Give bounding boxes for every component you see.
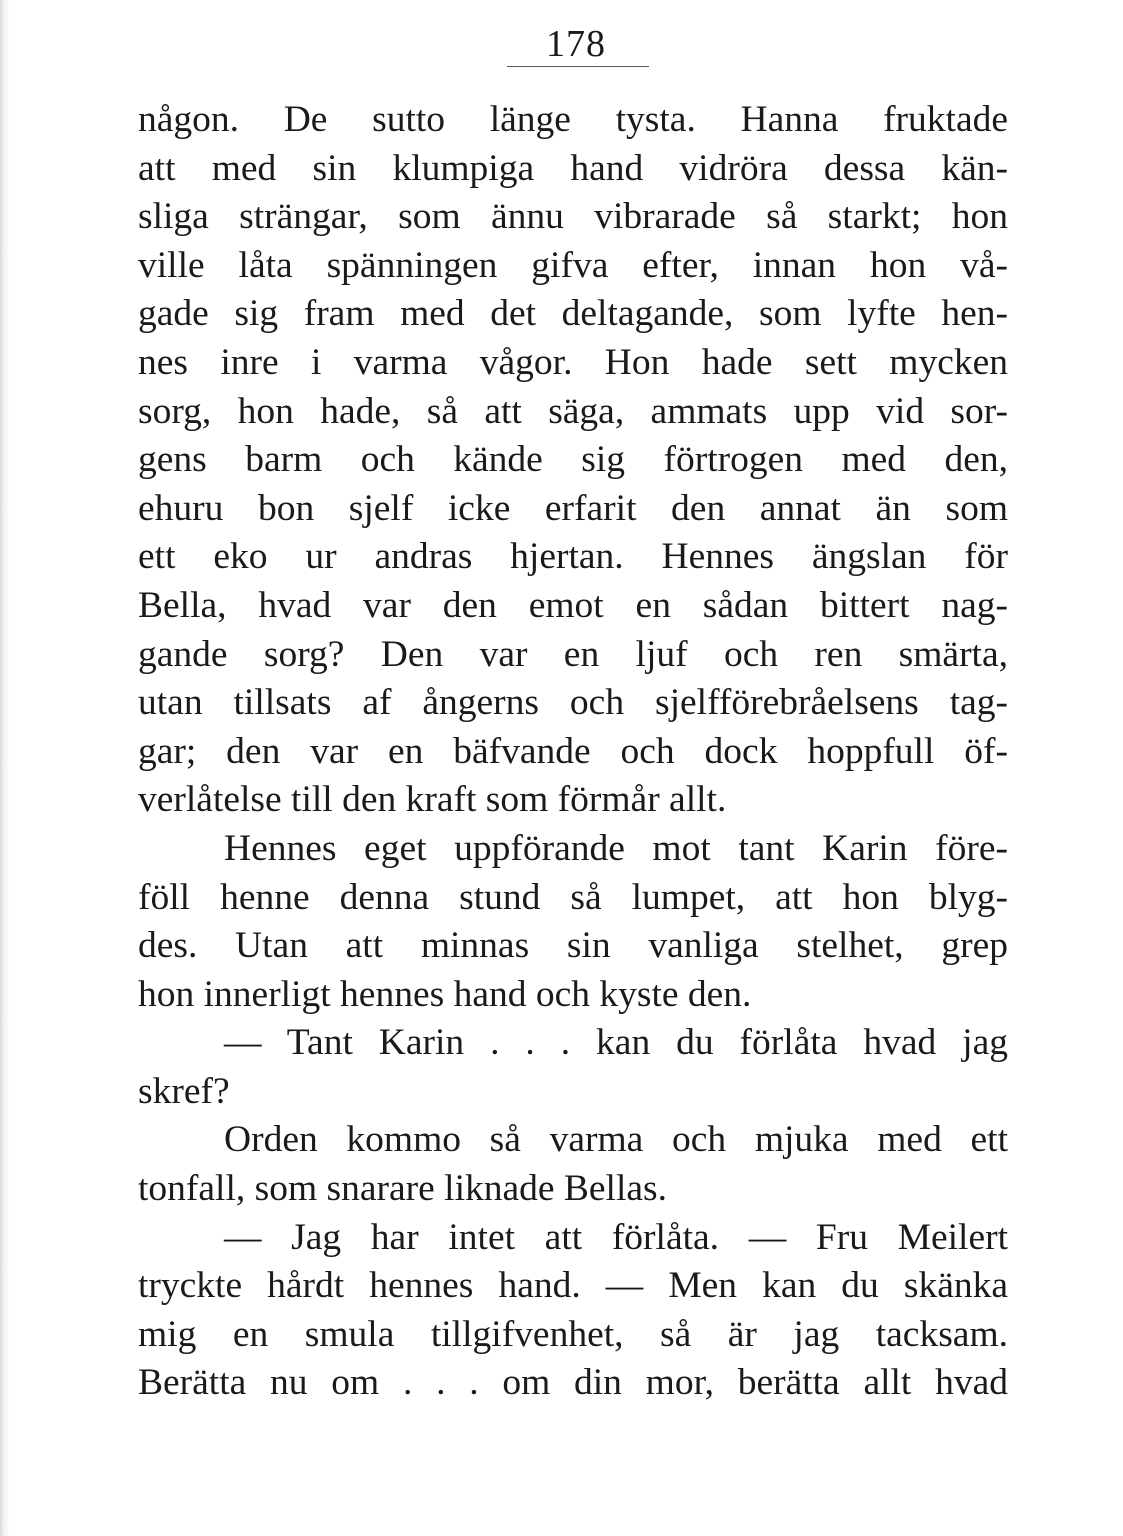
text-line: — Jag har intet att förlåta. — Fru Meilert [224, 1216, 1008, 1258]
header-rule [507, 66, 649, 67]
text-line: Berätta nu om . . . om din mor, berätta allt hvad [138, 1362, 1008, 1404]
text-line: ehuru bon sjelf icke erfarit den annat än som [138, 487, 1008, 529]
text-line: Orden kommo så varma och mjuka med ett [224, 1119, 1008, 1161]
text-line: tonfall, som snarare liknade Bellas. [138, 1168, 668, 1210]
text-line: skref? [138, 1070, 230, 1112]
text-line: — Tant Karin . . . kan du förlåta hvad jag [224, 1022, 1008, 1064]
text-line: verlåtelse till den kraft som förmår allt. [138, 779, 727, 821]
page-gutter-shadow [0, 0, 10, 1536]
text-line: sliga strängar, som ännu vibrarade så starkt; hon [138, 196, 1008, 238]
text-line: gar; den var en bäfvande och dock hoppfull öf- [138, 730, 1008, 772]
text-line: gens barm och kände sig förtrogen med den, [138, 439, 1008, 481]
text-line: nes inre i varma vågor. Hon hade sett mycken [138, 341, 1008, 383]
text-line: ville låta spänningen gifva efter, innan hon vå- [138, 244, 1008, 286]
text-line: att med sin klumpiga hand vidröra dessa kän- [138, 147, 1008, 189]
text-line: des. Utan att minnas sin vanliga stelhet, grep [138, 925, 1008, 967]
text-line: Hennes eget uppförande mot tant Karin före- [224, 827, 1008, 869]
text-line: Bella, hvad var den emot en sådan bittert nag- [138, 584, 1008, 626]
text-line: sorg, hon hade, så att säga, ammats upp vid sor- [138, 390, 1008, 432]
text-line: gade sig fram med det deltagande, som lyfte hen- [138, 293, 1008, 335]
text-line: tryckte hårdt hennes hand. — Men kan du skänka [138, 1265, 1008, 1307]
text-line: gande sorg? Den var en ljuf och ren smärta, [138, 633, 1008, 675]
text-line: mig en smula tillgifvenhet, så är jag tacksam. [138, 1313, 1008, 1355]
text-line: hon innerligt hennes hand och kyste den. [138, 973, 752, 1015]
text-line: föll henne denna stund så lumpet, att hon blyg- [138, 876, 1008, 918]
text-line: ett eko ur andras hjertan. Hennes ängslan för [138, 536, 1008, 578]
text-line: någon. De sutto länge tysta. Hanna fruktade [138, 99, 1008, 140]
page-number: 178 [546, 23, 606, 65]
body-text [138, 96, 1008, 1408]
text-line: utan tillsats af ångerns och sjelfförebråelsens tag- [138, 682, 1008, 724]
